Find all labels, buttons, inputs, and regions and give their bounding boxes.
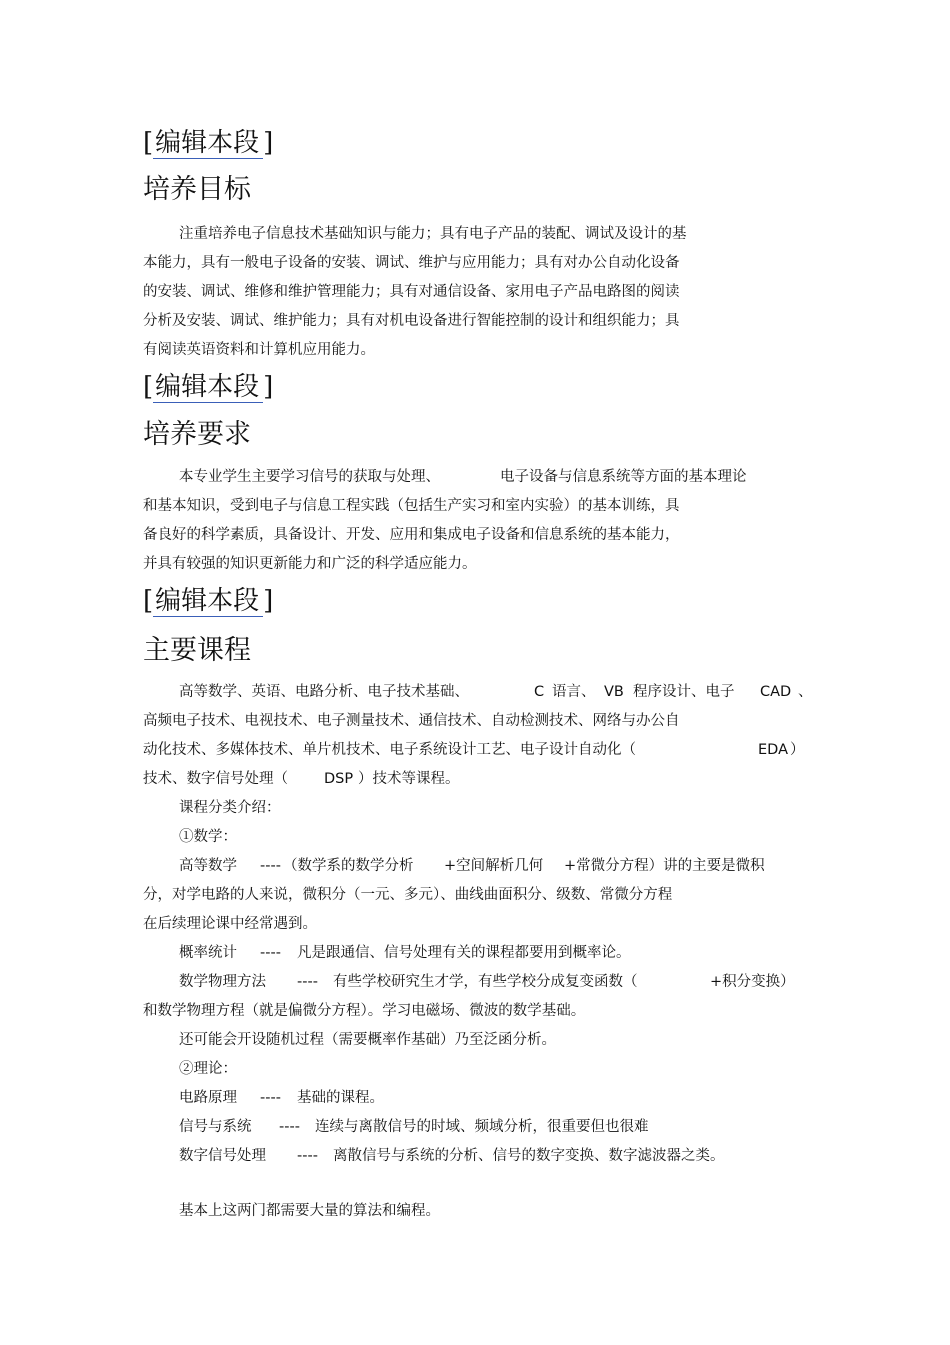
course-intro: 课程分类介绍： xyxy=(179,800,281,816)
course-text: VB xyxy=(604,684,624,700)
edit-bracket-close: ] xyxy=(263,128,274,158)
paragraph-line: 的安装、调试、维修和维护管理能力；具有对通信设备、家用电子产品电路图的阅读 xyxy=(143,284,680,300)
theory-text: 离散信号与系统的分析、信号的数字变换、数字滤波器之类。 xyxy=(333,1148,725,1164)
course-text: ）技术等课程。 xyxy=(358,771,460,787)
section-title-courses: 主要课程 xyxy=(143,635,251,666)
paragraph-line: 本能力，具有一般电子设备的安装、调试、维护与应用能力；具有对办公自动化设备 xyxy=(143,255,680,271)
math-text: 高等数学 xyxy=(179,858,237,874)
math-text: ---- xyxy=(297,974,318,990)
math-heading: ①数学： xyxy=(179,829,237,845)
paragraph-segment: 电子设备与信息系统等方面的基本理论 xyxy=(500,469,747,485)
theory-text: 电路原理 xyxy=(179,1090,237,1106)
theory-text: 数字信号处理 xyxy=(179,1148,266,1164)
course-text: CAD xyxy=(760,684,792,700)
math-text: 数学物理方法 xyxy=(179,974,266,990)
section-title-goals: 培养目标 xyxy=(143,174,251,205)
edit-section-link-1[interactable] xyxy=(143,128,273,158)
paragraph-line: 分析及安装、调试、维护能力；具有对机电设备进行智能控制的设计和组织能力；具 xyxy=(143,313,680,329)
math-text: 在后续理论课中经常遇到。 xyxy=(143,916,317,932)
math-text: +常微分方程）讲的主要是微积 xyxy=(564,858,765,874)
course-text: 高频电子技术、电视技术、电子测量技术、通信技术、自动检测技术、网络与办公自 xyxy=(143,713,680,729)
course-text: 语言、 xyxy=(552,684,596,700)
theory-text: 基础的课程。 xyxy=(297,1090,384,1106)
theory-text: ---- xyxy=(260,1090,281,1106)
math-text: 概率统计 xyxy=(179,945,237,961)
theory-text: ---- xyxy=(297,1148,318,1164)
course-text: DSP xyxy=(324,771,354,787)
theory-text: 信号与系统 xyxy=(179,1119,252,1135)
section-title-requirements: 培养要求 xyxy=(143,419,251,450)
edit-link-label[interactable]: 编辑本段 xyxy=(153,586,263,617)
paragraph-line: 备良好的科学素质，具备设计、开发、应用和集成电子设备和信息系统的基本能力， xyxy=(143,527,680,543)
math-text: +积分变换） xyxy=(710,974,795,990)
course-text: EDA xyxy=(758,742,788,758)
theory-text: 连续与离散信号的时域、频域分析，很重要但也很难 xyxy=(315,1119,649,1135)
course-text: ） xyxy=(790,742,805,758)
paragraph-line: 并具有较强的知识更新能力和广泛的科学适应能力。 xyxy=(143,556,477,572)
course-text: 动化技术、多媒体技术、单片机技术、电子系统设计工艺、电子设计自动化（ xyxy=(143,742,636,758)
math-text: +空间解析几何 xyxy=(444,858,544,874)
course-text: 、 xyxy=(798,684,813,700)
edit-bracket-open: [ xyxy=(143,128,154,158)
paragraph-segment: 本专业学生主要学习信号的获取与处理、 xyxy=(179,469,440,485)
edit-section-link-2[interactable] xyxy=(143,372,273,402)
course-text: 程序设计、电子 xyxy=(633,684,735,700)
edit-link-label[interactable]: 编辑本段 xyxy=(153,372,263,403)
math-text: ---- xyxy=(260,858,281,874)
paragraph-line: 和基本知识，受到电子与信息工程实践（包括生产实习和室内实验）的基本训练，具 xyxy=(143,498,680,514)
math-text: ---- xyxy=(260,945,281,961)
math-text: 还可能会开设随机过程（需要概率作基础）乃至泛函分析。 xyxy=(179,1032,556,1048)
math-text: 有些学校研究生才学，有些学校分成复变函数（ xyxy=(333,974,638,990)
paragraph-line: 有阅读英语资料和计算机应用能力。 xyxy=(143,342,375,358)
math-text: 凡是跟通信、信号处理有关的课程都要用到概率论。 xyxy=(297,945,631,961)
course-text: 技术、数字信号处理（ xyxy=(143,771,288,787)
edit-bracket-open: [ xyxy=(143,586,154,616)
edit-link-label[interactable]: 编辑本段 xyxy=(153,128,263,159)
theory-heading: ②理论： xyxy=(179,1061,237,1077)
theory-text: 基本上这两门都需要大量的算法和编程。 xyxy=(179,1203,440,1219)
course-text: 高等数学、英语、电路分析、电子技术基础、 xyxy=(179,684,469,700)
math-text: （数学系的数学分析 xyxy=(283,858,414,874)
edit-bracket-close: ] xyxy=(263,372,274,402)
edit-bracket-open: [ xyxy=(143,372,154,402)
math-text: 分，对学电路的人来说，微积分（一元、多元）、曲线曲面积分、级数、常微分方程 xyxy=(143,887,673,903)
course-text: C xyxy=(534,684,545,700)
edit-section-link-3[interactable] xyxy=(143,586,273,616)
edit-bracket-close: ] xyxy=(263,586,274,616)
theory-text: ---- xyxy=(279,1119,300,1135)
math-text: 和数学物理方程（就是偏微分方程）。学习电磁场、微波的数学基础。 xyxy=(143,1003,586,1019)
paragraph-line: 注重培养电子信息技术基础知识与能力；具有电子产品的装配、调试及设计的基 xyxy=(179,226,687,242)
